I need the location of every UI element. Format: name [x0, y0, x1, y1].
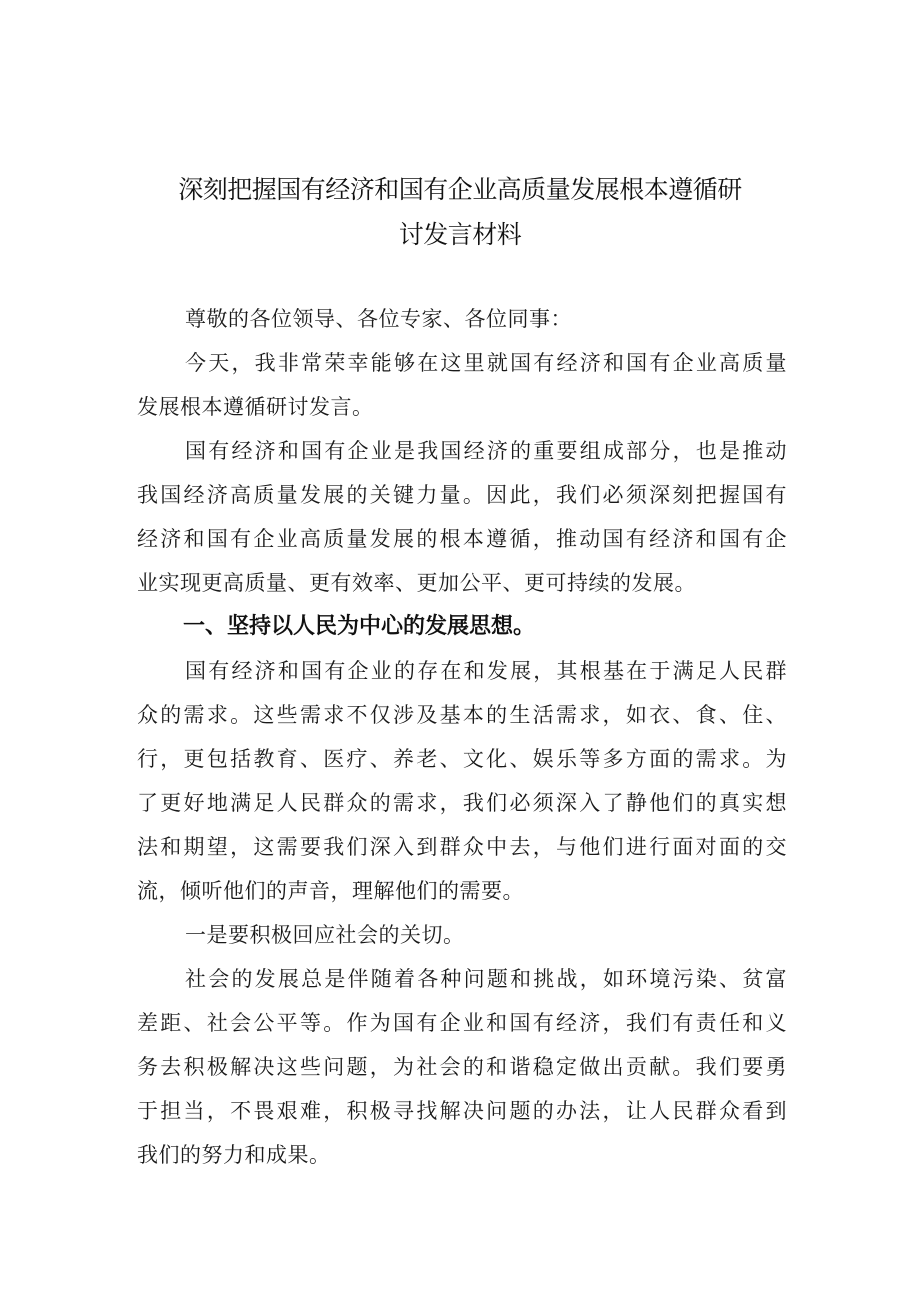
body-line: 今天，我非常荣幸能够在这里就国有经济和国有企业高质量 [185, 351, 787, 375]
body-line: 我国经济高质量发展的关键力量。因此，我们必须深刻把握国有 [137, 483, 787, 507]
section-heading: 一、坚持以人民为中心的发展思想。 [183, 614, 536, 639]
body-line: 众的需求。这些需求不仅涉及基本的生活需求，如衣、食、住、 [137, 703, 787, 727]
body-line: 务去积极解决这些问题，为社会的和谐稳定做出贡献。我们要勇 [137, 1055, 787, 1079]
body-line: 社会的发展总是伴随着各种问题和挑战，如环境污染、贫富 [185, 967, 787, 991]
body-line: 差距、社会公平等。作为国有企业和国有经济，我们有责任和义 [137, 1011, 787, 1035]
body-line: 行，更包括教育、医疗、养老、文化、娱乐等多方面的需求。为 [137, 747, 787, 771]
body-line: 国有经济和国有企业是我国经济的重要组成部分，也是推动 [185, 439, 787, 463]
body-line: 我们的努力和成果。 [137, 1143, 331, 1167]
body-line: 尊敬的各位领导、各位专家、各位同事： [185, 307, 572, 331]
body-line: 发展根本遵循研讨发言。 [137, 395, 374, 419]
body-line: 了更好地满足人民群众的需求，我们必须深入了静他们的真实想 [137, 791, 787, 815]
body-line: 业实现更高质量、更有效率、更加公平、更可持续的发展。 [137, 571, 696, 595]
body-line: 法和期望，这需要我们深入到群众中去，与他们进行面对面的交 [137, 835, 787, 859]
body-line: 于担当，不畏艰难，积极寻找解决问题的办法，让人民群众看到 [137, 1099, 787, 1123]
body-line: 一是要积极回应社会的关切。 [185, 923, 465, 947]
body-line: 流，倾听他们的声音，理解他们的需要。 [137, 879, 524, 903]
body-line: 经济和国有企业高质量发展的根本遵循，推动国有经济和国有企 [137, 527, 787, 551]
document-title-line-1: 深刻把握国有经济和国有企业高质量发展根本遵循研 [178, 175, 742, 204]
document-body [137, 297, 787, 1177]
body-line: 国有经济和国有企业的存在和发展，其根基在于满足人民群 [185, 659, 787, 683]
document-title-line-2: 讨发言材料 [398, 220, 522, 249]
